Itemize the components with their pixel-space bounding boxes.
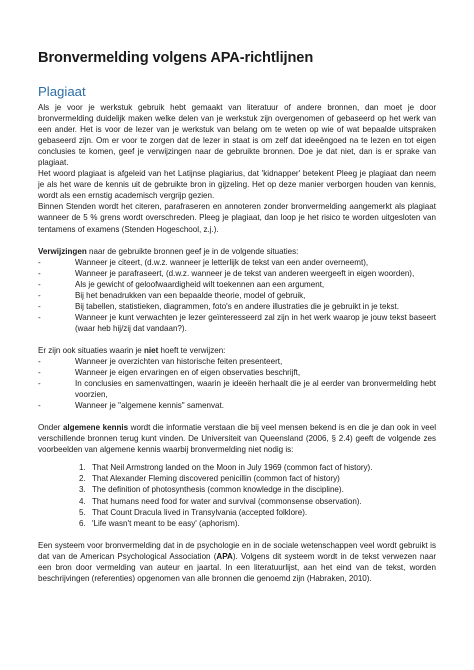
references-intro: [38, 246, 436, 257]
list-dash: -: [38, 312, 41, 322]
list-item-text: Als je gewicht of geloofwaardigheid wilt toekennen aan een argument,: [75, 279, 325, 289]
list-item-text: Wanneer je "algemene kennis" samenvat.: [75, 401, 224, 411]
list-dash: -: [38, 379, 41, 389]
examples-list: [38, 462, 436, 528]
list-item-text: 'Life wasn't meant to be easy' (aphorism).: [92, 518, 240, 528]
plagiarism-paragraph: Het woord plagiaat is afgeleid van het Latijnse plagiarius, dat 'kidnapper' betekent Pleeg je plagiaat dan neem je als het ware de kennis uit de gebruikte bron in gijzeling. Het op deze manier verborgen houden van kennis, wordt als een ernstig academisch vergrijp gezien.: [38, 169, 436, 201]
list-item: [38, 312, 436, 334]
no-references-intro: [38, 345, 436, 356]
apa-paragraph-a: Een systeem voor bronvermelding dat in de psychologie en in de sociale wetenschappen veel wordt gebruikt is dat van de American Psychological Association (: [38, 540, 436, 561]
list-item: [38, 473, 436, 484]
references-list: [38, 257, 436, 334]
list-item-text: Wanneer je overzichten van historische feiten presenteert,: [75, 356, 283, 366]
list-item: [38, 257, 436, 268]
list-number: 6.: [79, 518, 86, 528]
list-dash: -: [38, 279, 41, 289]
list-dash: -: [38, 401, 41, 411]
list-item-text: Wanneer je parafraseert, (d.w.z. wanneer je de tekst van anderen weergeeft in eigen woorden),: [75, 268, 415, 278]
list-item: [38, 367, 436, 378]
list-item: [38, 400, 436, 411]
intro-paragraph: Als je voor je werkstuk gebruik hebt gemaakt van literatuur of andere bronnen, dan moet je door bronvermelding duidelijk maken welke delen van je werkstuk zijn overgenomen of gebaseerd op het werk van een ander. Het is voor de lezer van je werkstuk van belang om te weten op wie of wat bepaalde uitspraken gebaseerd zijn. Om er voor te zorgen dat de lezer in staat is om zelf dat ideeëngoed na te lezen en tot eigen conclusies te komen, geef je verwijzingen naar de gebruikte bronnen. Doe je dat niet, dan is er sprake van plagiaat.: [38, 103, 436, 168]
list-dash: -: [38, 301, 41, 311]
list-item: [38, 518, 436, 529]
list-item-text: In conclusies en samenvattingen, waarin je ideeën herhaalt die je al eerder van bronvermelding hebt voorzien,: [75, 379, 436, 400]
list-dash: -: [38, 257, 41, 267]
list-number: 1.: [79, 463, 86, 473]
list-item: [38, 507, 436, 518]
list-item-text: The definition of photosynthesis (common knowledge in the discipline).: [92, 485, 344, 495]
list-number: 3.: [79, 485, 86, 495]
list-item-text: Bij tabellen, statistieken, diagrammen, foto's en andere illustraties die je gebruikt in je tekst.: [75, 301, 400, 311]
list-item: [38, 290, 436, 301]
list-number: 2.: [79, 474, 86, 484]
no-references-intro-b: hoeft te verwijzen:: [158, 345, 226, 355]
document-title: Bronvermelding volgens APA-richtlijnen: [38, 50, 314, 66]
list-dash: -: [38, 356, 41, 366]
general-knowledge-a: Onder: [38, 423, 63, 433]
apa-paragraph: [38, 540, 436, 584]
list-item-text: That Alexander Fleming discovered penicillin (common fact of history): [92, 474, 340, 484]
list-item: [38, 301, 436, 312]
list-dash: -: [38, 290, 41, 300]
list-item-text: That humans need food for water and survival (commonsense observation).: [92, 496, 362, 506]
general-knowledge-bold: algemene kennis: [62, 423, 129, 433]
no-references-intro-a: Er zijn ook situaties waarin je: [38, 345, 144, 355]
list-item: [38, 356, 436, 367]
list-item: [38, 484, 436, 495]
list-number: 5.: [79, 507, 86, 517]
list-item-text: Bij het benadrukken van een bepaalde theorie, model of gebruik,: [75, 290, 306, 300]
list-dash: -: [38, 268, 41, 278]
list-item: [38, 462, 436, 473]
section-heading: Plagiaat: [38, 84, 86, 99]
references-intro-bold: Verwijzingen: [38, 246, 87, 256]
list-item: [38, 378, 436, 400]
list-item-text: That Neil Armstrong landed on the Moon in July 1969 (common fact of history).: [92, 463, 373, 473]
list-item-text: Wanneer je citeert, (d.w.z. wanneer je letterlijk de tekst van een ander overneemt),: [75, 257, 369, 267]
references-intro-text: naar de gebruikte bronnen geef je in de volgende situaties:: [86, 246, 299, 256]
list-item-text: Wanneer je kunt verwachten je lezer geïnteresseerd zal zijn in het werk waarop je jouw tekst baseert (waar heb hij/zij dat vandaan?).: [75, 312, 436, 333]
list-item: [38, 268, 436, 279]
list-item: [38, 496, 436, 507]
no-references-list: [38, 356, 436, 411]
list-item-text: Wanneer je eigen ervaringen en of eigen observaties beschrijft,: [75, 368, 301, 378]
apa-paragraph-b: ). Volgens dit systeem wordt in de tekst verwezen naar een bron door vermelding van auteur en jaartal. In een literatuurlijst, aan het eind van de tekst, worden beschrijvingen (referenties) opgenomen van alle bronnen die genoemd zijn (Habraken, 2010).: [38, 551, 436, 583]
apa-bold: APA: [216, 551, 233, 561]
list-item: [38, 279, 436, 290]
no-references-intro-bold: niet: [144, 345, 159, 355]
list-item-text: That Count Dracula lived in Transylvania (accepted folklore).: [92, 507, 308, 517]
general-knowledge-paragraph: [38, 422, 436, 455]
list-dash: -: [38, 368, 41, 378]
general-knowledge-b: wordt die informatie verstaan die bij veel mensen bekend is en die je dan ook in veel verschillende bronnen terug kunt vinden. De Universiteit van Queensland (2006, § 2.4) geeft de volgende zes voorbeelden van algemene kennis waarbij bronvermelding niet nodig is:: [38, 423, 437, 455]
list-number: 4.: [79, 496, 86, 506]
stenden-paragraph: Binnen Stenden wordt het citeren, parafraseren en annoteren zonder bronvermelding aangemerkt als plagiaat wanneer de 5 % grens wordt overschreden. Pleeg je plagiaat, dan loop je het risico te worden uitgesloten van tentamens of examens (Stenden Hogeschool, z.j.).: [38, 202, 436, 234]
